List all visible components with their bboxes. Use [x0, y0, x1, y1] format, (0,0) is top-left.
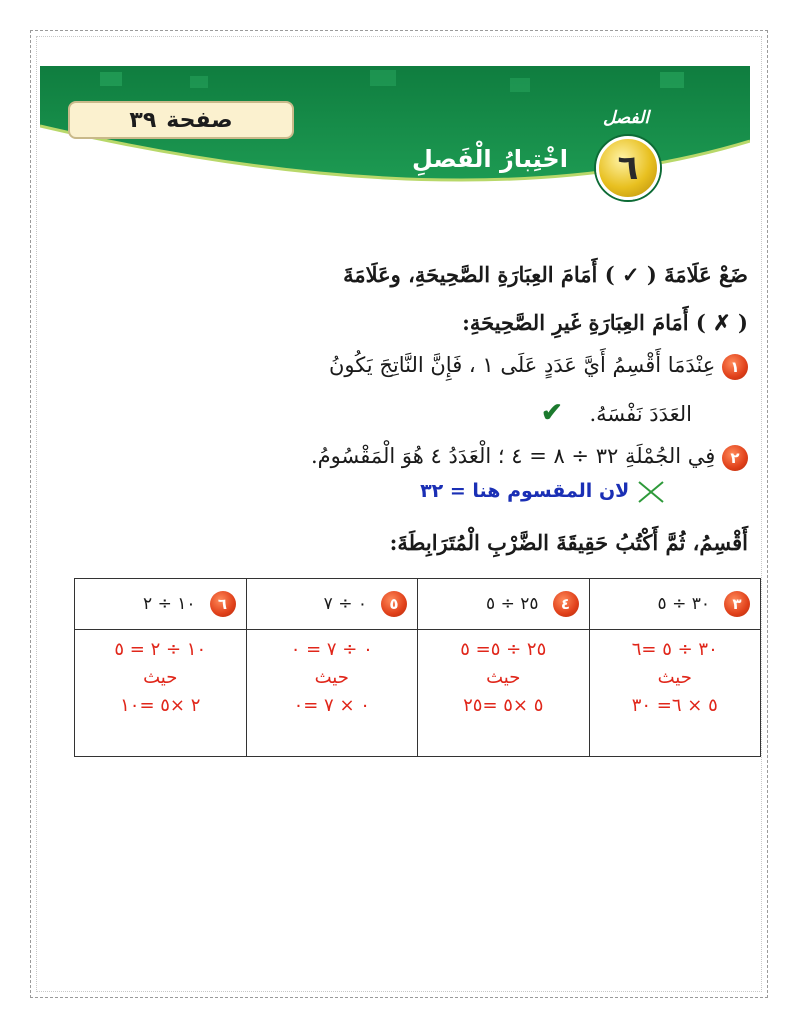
question-2-note: لان المقسوم هنا = ٣٢ — [420, 480, 630, 502]
problem-5-number: ٥ — [381, 591, 407, 617]
instruction-line-2: ( ✗ ) أَمَامَ العِبَارَةِ غَيرِ الصَّحِيحَةِ: — [462, 310, 748, 335]
chapter-title: اخْتِبارُ الْفَصلِ — [412, 145, 568, 173]
instruction-line-1: ضَعْ عَلَامَةَ ( ✓ ) أَمَامَ العِبَارَةِ الصَّحِيحَةِ، وعَلَامَةَ — [343, 262, 748, 287]
table-header-cell — [589, 579, 761, 630]
answer-3: ٣٠ ÷ ٥ =٦ — [631, 639, 718, 660]
question-2-text: فِي الجُمْلَةِ ٣٢ ÷ ٨ = ٤ ؛ الْعَدَدُ ٤ هُوَ الْمَقْسُومُ. — [310, 444, 716, 468]
chapter-word: الفصل — [602, 108, 650, 128]
problem-4-number: ٤ — [553, 591, 579, 617]
answer-6: ١٠ ÷ ٢ = ٥ — [114, 639, 207, 660]
answer-5-check: ٠ × ٧ =٠ — [293, 695, 370, 716]
problem-6-number: ٦ — [210, 591, 236, 617]
page-number: ٣٩ — [129, 107, 157, 133]
answer-5-word: حيث — [314, 667, 349, 688]
question-2-note-row — [420, 478, 666, 505]
question-2 — [311, 444, 748, 471]
page-number-tab — [68, 101, 294, 139]
answer-5: ٠ ÷ ٧ = ٠ — [290, 639, 373, 660]
problem-3-text: ٣٠ ÷ ٥ — [657, 594, 710, 614]
chapter-number: ٦ — [617, 148, 639, 188]
table-answer-row — [75, 630, 761, 757]
question-2-number: ٢ — [722, 445, 748, 471]
problem-4-text: ٢٥ ÷ ٥ — [486, 594, 539, 614]
division-table — [74, 578, 761, 757]
answer-4-word: حيث — [486, 667, 521, 688]
section-2-title: أَقْسِمُ، ثُمَّ أَكْتُبُ حَقِيقَةَ الضَّرْبِ الْمُتَرَابِطَةَ: — [389, 530, 748, 555]
answer-cell-5 — [246, 630, 418, 757]
problem-6-text: ١٠ ÷ ٢ — [143, 594, 196, 614]
correct-checkmark-icon: ✔ — [540, 398, 563, 428]
answer-cell-6 — [75, 630, 247, 757]
answer-cell-3 — [589, 630, 761, 757]
chapter-number-badge — [596, 136, 660, 200]
question-1-line-2 — [541, 398, 692, 428]
page-label: صفحة — [166, 107, 233, 133]
answer-3-check: ٥ × ٦= ٣٠ — [631, 695, 718, 716]
answer-3-word: حيث — [657, 667, 692, 688]
question-1 — [329, 353, 748, 380]
question-1-text: عِنْدَمَا أَقْسِمُ أَيَّ عَدَدٍ عَلَى ١ ، فَإِنَّ النَّاتِجَ يَكُونُ — [328, 353, 716, 377]
wrong-cross-icon — [636, 479, 666, 505]
answer-cell-4 — [418, 630, 590, 757]
problem-3-number: ٣ — [724, 591, 750, 617]
answer-6-word: حيث — [143, 667, 178, 688]
table-header-cell — [418, 579, 590, 630]
table-header-cell — [75, 579, 247, 630]
table-header-cell — [246, 579, 418, 630]
problem-5-text: ٠ ÷ ٧ — [323, 594, 367, 614]
answer-4-check: ٥ ×٥ =٢٥ — [463, 695, 544, 716]
question-1-number: ١ — [722, 354, 748, 380]
question-1-text-2: العَدَدَ نَفْسَهُ. — [589, 402, 692, 426]
table-header-row — [75, 579, 761, 630]
answer-4: ٢٥ ÷ ٥= ٥ — [460, 639, 547, 660]
answer-6-check: ٢ ×٥ =١٠ — [120, 695, 201, 716]
